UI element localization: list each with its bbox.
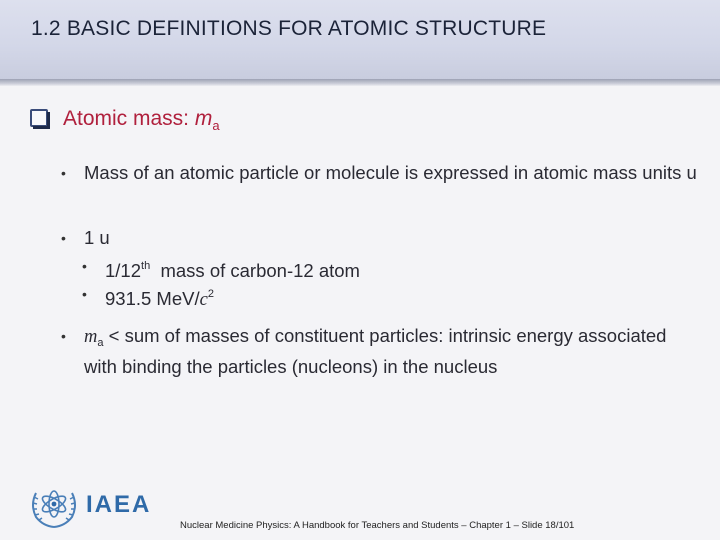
bullet-2a-text: mass of carbon-12 atom	[150, 260, 360, 281]
bullet-dot: •	[61, 165, 66, 181]
bullet-2	[61, 226, 110, 250]
bullet-2a	[82, 254, 360, 283]
checkbox-bullet-icon	[30, 109, 48, 127]
header-divider	[0, 79, 720, 86]
bullet-2b-text: 931.5 MeV/	[105, 288, 200, 309]
section-heading	[63, 107, 220, 133]
bullet-3-subscript: a	[97, 337, 104, 349]
bullet-2a-fraction: 1/12	[105, 260, 142, 281]
slide-body	[0, 86, 720, 540]
bullet-3-text: < sum of masses of constituent particles: intrinsic energy associated with binding the particles (nucleons) in the nucleus	[84, 325, 667, 377]
bullet-3-symbol: m	[84, 327, 98, 347]
bullet-3	[61, 324, 704, 379]
bullet-dot: •	[82, 258, 87, 274]
bullet-1	[61, 161, 704, 185]
bullet-2a-superscript: th	[141, 260, 151, 272]
iaea-logo-text: IAEA	[86, 491, 152, 518]
iaea-emblem-icon	[26, 481, 82, 531]
slide-header	[0, 0, 720, 84]
bullet-dot: •	[61, 328, 66, 344]
heading-text: Atomic mass:	[63, 107, 195, 130]
slide-title: 1.2 BASIC DEFINITIONS FOR ATOMIC STRUCTURE	[31, 17, 547, 40]
slide-footer: Nuclear Medicine Physics: A Handbook for Teachers and Students – Chapter 1 – Slide 18/101	[180, 520, 575, 531]
bullet-1-text: Mass of an atomic particle or molecule is expressed in atomic mass units u	[84, 162, 697, 183]
bullet-dot: •	[61, 230, 66, 246]
bullet-2b-superscript: 2	[207, 288, 214, 300]
bullet-2b	[82, 282, 214, 312]
bullet-2-text: 1 u	[84, 227, 110, 248]
bullet-dot: •	[82, 286, 87, 302]
heading-symbol: $m_a$	[194, 107, 220, 133]
bullet-2b-c: c	[199, 290, 208, 310]
